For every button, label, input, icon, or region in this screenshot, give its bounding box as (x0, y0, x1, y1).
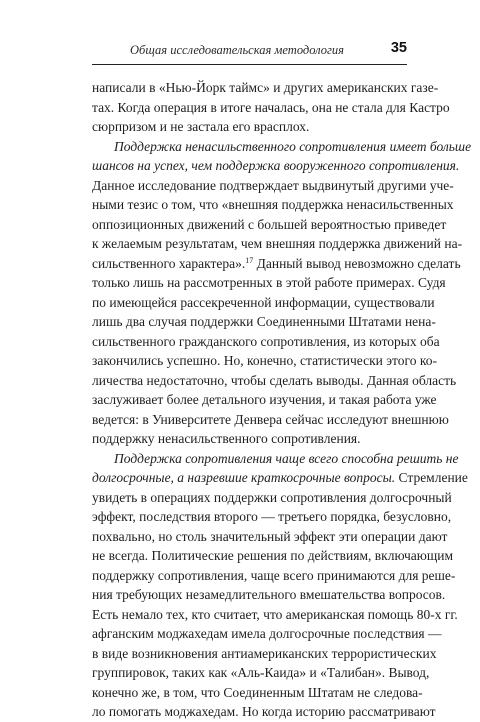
text-line: конечно же, в том, что Соединенным Штатам не следова- (92, 684, 423, 700)
text-line (92, 137, 472, 157)
text-line: только лишь на рассмотренных в этой работе примерах. Судя (92, 275, 446, 290)
text-line: сильственного гражданского сопротивления, из которых оба (92, 333, 440, 349)
text-line: ния требующих незамедлительного вмешательства вопросов. (92, 587, 446, 602)
text-line: лишь два случая поддержки Соединенными Штатами нена- (92, 314, 436, 329)
text-line: сюрпризом и не застала его врасплох. (92, 119, 310, 134)
text-line: тах. Когда операция в итоге началась, она не стала для Кастро (92, 99, 450, 115)
text-line: ло помогать моджахедам. Но когда историю рассматривают (92, 704, 436, 719)
italic-thesis: Поддержка сопротивления чаще всего способна решить не (114, 450, 459, 466)
text-line: поддержку ненасильственного сопротивления. (92, 431, 361, 446)
text-line (92, 254, 461, 274)
text-line: не всегда. Политические решения по действиям, включающим (92, 548, 454, 563)
text-line: группировок, таких как «Аль-Каида» и «Талибан». Вывод, (92, 665, 430, 680)
line-continuation: Стремление (395, 470, 468, 485)
text-line (92, 468, 468, 488)
text-line: в виде возникновения антиамериканских террористических (92, 645, 437, 661)
italic-thesis: Поддержка ненасильственного сопротивления имеет больше (114, 138, 472, 154)
quote-text: сильственного характера». (92, 255, 246, 271)
text-line: Данное исследование подтверждает выдвинутый другими уче- (92, 177, 454, 193)
text-line: афганским моджахедам имела долгосрочные последствия — (92, 626, 442, 641)
text-line: закончились успешно. Но, конечно, статистически этого ко- (92, 353, 437, 368)
page-number: 35 (390, 40, 407, 56)
text-line: ными тезис о том, что «внешняя поддержка ненасильственных (92, 197, 454, 212)
text-line: поддержку сопротивления, чаще всего принимаются для реше- (92, 567, 456, 583)
header-divider (92, 64, 407, 65)
text-line: заслуживает более детального изучения, и такая работа уже (92, 392, 437, 407)
footnote-ref[interactable]: 17 (245, 255, 254, 265)
text-line (92, 156, 460, 176)
text-line: личества недостаточно, чтобы сделать выводы. Данная область (92, 372, 457, 388)
running-head (92, 40, 407, 60)
text-line: оппозиционных движений с большей вероятностью приведет (92, 216, 447, 232)
italic-thesis: шансов на успех, чем поддержка вооруженного сопротивления. (92, 158, 460, 173)
italic-thesis: долгосрочные, а назревшие краткосрочные вопросы. (92, 470, 396, 485)
text-line: к желаемым результатам, чем внешняя поддержка движений на- (92, 236, 463, 251)
text-line: написали в «Нью-Йорк таймс» и других американских газе- (92, 80, 439, 95)
text-line: похвально, но столь значительный эффект эти операции дают (92, 528, 448, 544)
running-title: Общая исследовательская методология (130, 43, 344, 57)
line-continuation: Данный вывод невозможно сделать (253, 255, 461, 271)
text-line: по имеющейся рассекреченной информации, существовали (92, 294, 435, 310)
text-line (92, 449, 459, 469)
text-line: эффект, последствия второго — третьего порядка, безусловно, (92, 509, 452, 524)
text-line: ведется: в Университете Денвера сейчас исследуют внешнюю (92, 411, 449, 427)
text-line: Есть немало тех, кто считает, что американская помощь 80-х гг. (92, 606, 458, 622)
text-line: увидеть в операциях поддержки сопротивления долгосрочный (92, 489, 452, 505)
body-text (92, 78, 472, 722)
